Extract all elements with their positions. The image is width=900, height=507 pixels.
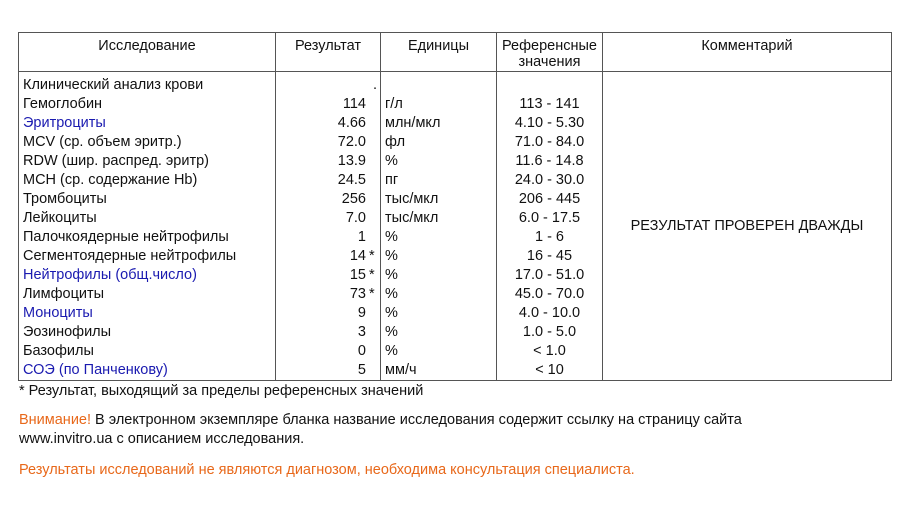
- test-name-link[interactable]: Эритроциты: [19, 114, 276, 133]
- unit-cell: тыс/мкл: [381, 209, 497, 228]
- result-cell: [276, 304, 381, 323]
- reference-cell: 1.0 - 5.0: [497, 323, 603, 342]
- header-reference-line2: значения: [518, 54, 581, 70]
- test-name-link[interactable]: СОЭ (по Панченкову): [19, 361, 276, 381]
- result-value: 0: [357, 343, 366, 359]
- test-name-link[interactable]: Нейтрофилы (общ.число): [19, 266, 276, 285]
- result-cell: [276, 95, 381, 114]
- result-cell: [276, 133, 381, 152]
- reference-cell: 1 - 6: [497, 228, 603, 247]
- lab-report: [18, 32, 892, 381]
- result-cell: [276, 266, 381, 285]
- result-cell: [276, 323, 381, 342]
- result-cell: [276, 342, 381, 361]
- unit-cell: тыс/мкл: [381, 190, 497, 209]
- header-name: Исследование: [19, 33, 276, 72]
- test-name: Лейкоциты: [19, 209, 276, 228]
- unit-cell: %: [381, 247, 497, 266]
- spacer: [19, 449, 889, 461]
- result-value: 14: [349, 248, 366, 264]
- reference-cell: 4.10 - 5.30: [497, 114, 603, 133]
- reference-cell: 6.0 - 17.5: [497, 209, 603, 228]
- result-cell: [276, 209, 381, 228]
- attention-text: В электронном экземпляре бланка название исследования содержит ссылку на страницу сайта: [91, 412, 742, 428]
- test-name: Сегментоядерные нейтрофилы: [19, 247, 276, 266]
- attention-label: Внимание!: [19, 412, 92, 428]
- header-reference: [497, 33, 603, 72]
- comment-text: РЕЗУЛЬТАТ ПРОВЕРЕН ДВАЖДЫ: [630, 217, 864, 234]
- unit-cell: %: [381, 266, 497, 285]
- result-value: 114: [342, 96, 366, 112]
- header-units: Единицы: [381, 33, 497, 72]
- reference-cell: 11.6 - 14.8: [497, 152, 603, 171]
- out-of-range-flag: *: [369, 267, 375, 283]
- test-name: Лимфоциты: [19, 285, 276, 304]
- result-value: 72.0: [337, 134, 366, 150]
- reference-cell: 113 - 141: [497, 95, 603, 114]
- reference-cell: 71.0 - 84.0: [497, 133, 603, 152]
- reference-cell: 45.0 - 70.0: [497, 285, 603, 304]
- table-header-row: [19, 33, 892, 72]
- test-name-link[interactable]: Моноциты: [19, 304, 276, 323]
- reference-cell: 4.0 - 10.0: [497, 304, 603, 323]
- unit-cell: млн/мкл: [381, 114, 497, 133]
- reference-cell: 17.0 - 51.0: [497, 266, 603, 285]
- unit-cell: %: [381, 152, 497, 171]
- result-value: 7.0: [345, 210, 366, 226]
- section-dot: .: [276, 72, 381, 96]
- result-value: 1: [357, 229, 366, 245]
- result-value: 256: [341, 191, 366, 207]
- reference-cell: 24.0 - 30.0: [497, 171, 603, 190]
- results-table: [18, 32, 892, 381]
- section-title: Клинический анализ крови: [19, 72, 276, 96]
- section-ref-empty: [497, 72, 603, 96]
- result-value: 4.66: [337, 115, 366, 131]
- test-name: Тромбоциты: [19, 190, 276, 209]
- unit-cell: г/л: [381, 95, 497, 114]
- test-name: Эозинофилы: [19, 323, 276, 342]
- out-of-range-flag: *: [369, 286, 375, 302]
- site-text: с описанием исследования.: [112, 431, 305, 447]
- spacer: [19, 401, 889, 411]
- result-cell: [276, 285, 381, 304]
- section-units-empty: [381, 72, 497, 96]
- notes-section: [19, 382, 889, 480]
- unit-cell: %: [381, 323, 497, 342]
- result-cell: [276, 247, 381, 266]
- site-line: [19, 430, 889, 449]
- result-cell: [276, 114, 381, 133]
- site-link[interactable]: www.invitro.ua: [19, 431, 113, 447]
- reference-cell: 206 - 445: [497, 190, 603, 209]
- result-value: 13.9: [337, 153, 366, 169]
- disclaimer: Результаты исследований не являются диагнозом, необходима консультация специалиста.: [19, 462, 635, 478]
- result-cell: [276, 190, 381, 209]
- result-cell: [276, 152, 381, 171]
- footnote: * Результат, выходящий за пределы референсных значений: [19, 383, 424, 399]
- attention-line: [19, 411, 889, 430]
- unit-cell: %: [381, 285, 497, 304]
- unit-cell: мм/ч: [381, 361, 497, 381]
- test-name: MCH (ср. содержание Hb): [19, 171, 276, 190]
- section-row: [19, 72, 892, 96]
- result-value: 73: [349, 286, 366, 302]
- unit-cell: %: [381, 304, 497, 323]
- header-comment: Комментарий: [603, 33, 892, 72]
- test-name: Базофилы: [19, 342, 276, 361]
- table-body: [19, 72, 892, 381]
- unit-cell: фл: [381, 133, 497, 152]
- header-result: Результат: [276, 33, 381, 72]
- reference-cell: 16 - 45: [497, 247, 603, 266]
- reference-cell: < 1.0: [497, 342, 603, 361]
- result-cell: [276, 361, 381, 381]
- unit-cell: пг: [381, 171, 497, 190]
- reference-cell: < 10: [497, 361, 603, 381]
- unit-cell: %: [381, 228, 497, 247]
- result-value: 5: [357, 362, 366, 378]
- result-cell: [276, 171, 381, 190]
- unit-cell: %: [381, 342, 497, 361]
- result-value: 9: [357, 305, 366, 321]
- test-name: RDW (шир. распред. эритр): [19, 152, 276, 171]
- test-name: Гемоглобин: [19, 95, 276, 114]
- comment-cell: [603, 72, 892, 381]
- test-name: Палочкоядерные нейтрофилы: [19, 228, 276, 247]
- test-name: MCV (ср. объем эритр.): [19, 133, 276, 152]
- result-value: 15: [349, 267, 366, 283]
- out-of-range-flag: *: [369, 248, 375, 264]
- result-cell: [276, 228, 381, 247]
- result-value: 24.5: [337, 172, 366, 188]
- result-value: 3: [357, 324, 366, 340]
- header-reference-line1: Референсные: [502, 38, 597, 54]
